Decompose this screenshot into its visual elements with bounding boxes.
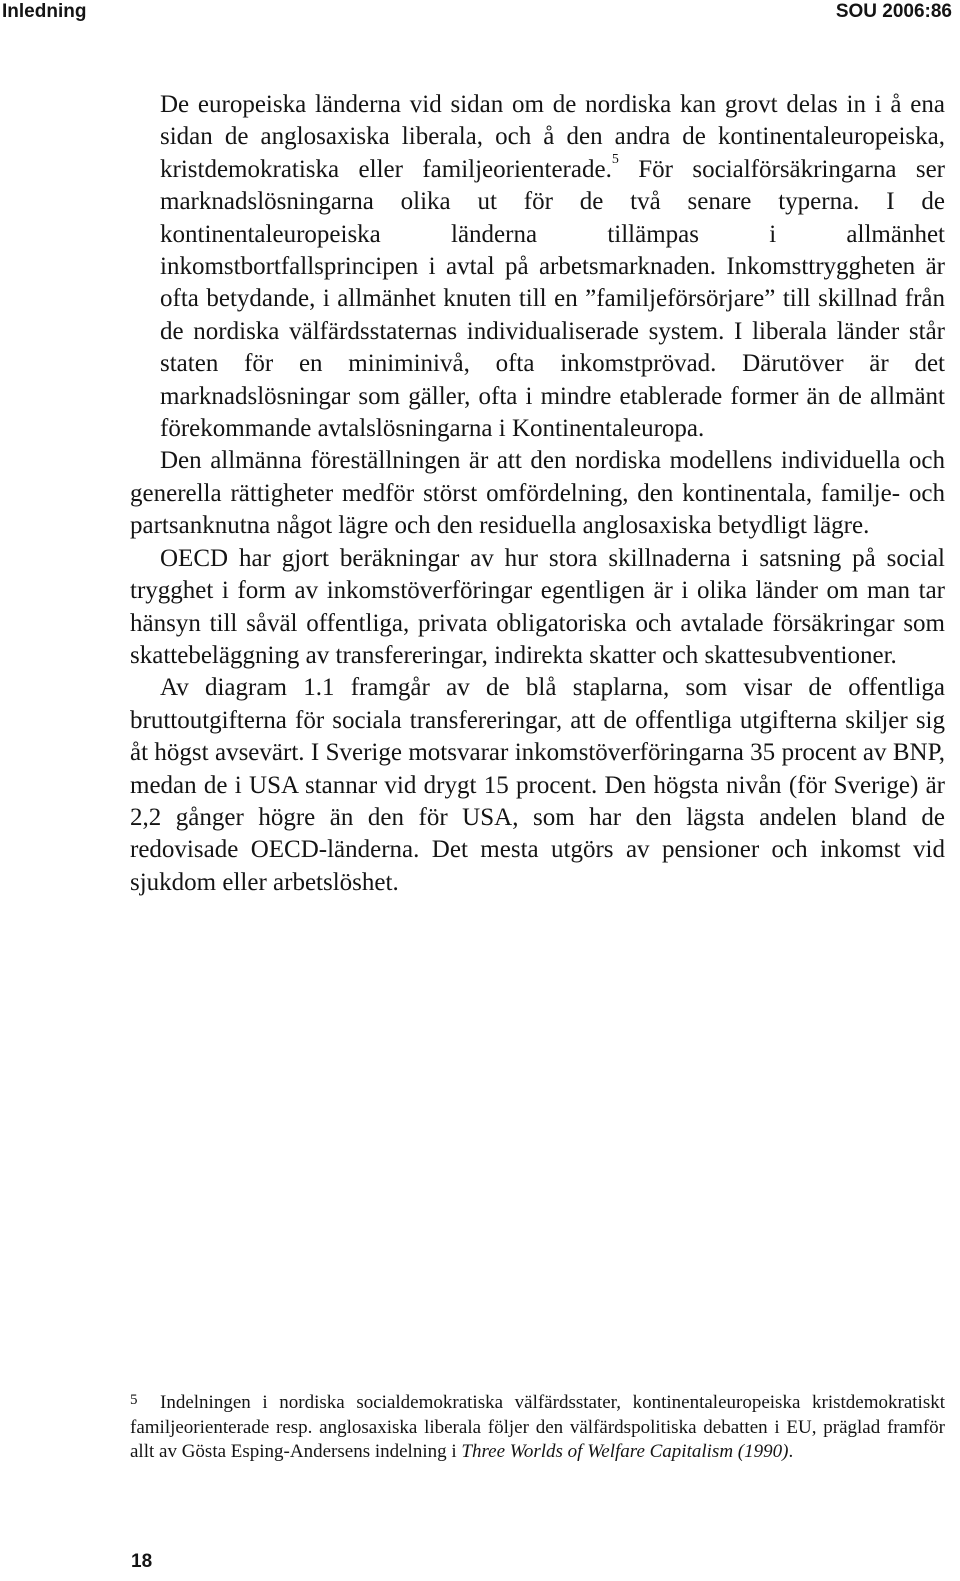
footnote-book-title: Three Worlds of Welfare Capitalism (1990): [461, 1441, 789, 1462]
paragraph-1: [130, 89, 945, 445]
running-header: [0, 0, 960, 24]
footnote-text: Indelningen i nordiska socialdemokratiska välfärdsstater, kontinentaleuropeiska kristdemokratiskt familjeorienterade resp. anglosaxiska liberala följer den välfärdspolitiska debatten i EU, präglad framför allt av Gösta Esping-Andersens indelning i: [130, 1392, 945, 1462]
footnote-reference: 5: [611, 152, 619, 168]
paragraph-1-continuation: För socialförsäkringarna ser marknadslösningarna olika ut för de två senare typerna. I de kontinentaleuropeiska länderna tillämpas i allmänhet inkomstbortfallsprincipen i avtal på arbetsmarknaden. Inkomsttryggheten är ofta betydande, i allmänhet knuten till en ”familjeförsörjare” till skillnad från de nordiska välfärdsstaternas individualiserade system. I liberala länder står staten för en miniminivå, ofta inkomstprövad. Därutöver är det marknadslösningar som gäller, ofta i mindre etablerade former än de allmänt förekommande avtalslösningarna i Kontinentaleuropa.: [160, 155, 945, 443]
paragraph-1-text: De europeiska länderna vid sidan om de nordiska kan grovt delas in i å ena sidan de anglosaxiska liberala, och å den andra de kontinentaleuropeiska, kristdemokratiska eller familjeorienterade.: [160, 91, 945, 183]
paragraph-4: Av diagram 1.1 framgår av de blå staplarna, som visar de offentliga bruttoutgifterna för sociala transfereringar, att de offentliga utgifterna skiljer sig åt högst avsevärt. I Sverige motsvarar inkomstöverföringarna 35 procent av BNP, medan de i USA stannar vid drygt 15 procent. Den högsta nivån (för Sverige) är 2,2 gånger högre än den för USA, som har den lägsta andelen bland de redovisade OECD-länderna. Det mesta utgörs av pensioner och inkomst vid sjukdom eller arbetslöshet.: [130, 674, 945, 896]
document-id: SOU 2006:86: [835, 1, 952, 22]
main-text: [130, 89, 945, 899]
page-number: 18: [131, 1551, 153, 1572]
footnote-number: 5: [130, 1392, 138, 1408]
paragraph-3: OECD har gjort beräkningar av hur stora skillnaderna i satsning på social trygghet i form av inkomstöverföringar egentligen är i olika länder om man tar hänsyn till såväl offentliga, privata obligatoriska och avtalade försäkringar som skattebeläggning av transfereringar, indirekta skatter och skattesubventioner.: [130, 544, 945, 669]
paragraph-2: Den allmänna föreställningen är att den nordiska modellens individuella och generella rättigheter medför störst omfördelning, den kontinentala, familje- och partsanknutna något lägre och den residuella anglosaxiska betydligt lägre.: [130, 447, 945, 540]
footnote-end: .: [788, 1441, 794, 1462]
footnote: [130, 1391, 945, 1465]
section-title: Inledning: [2, 1, 87, 22]
footnote-rule: [130, 1367, 290, 1368]
